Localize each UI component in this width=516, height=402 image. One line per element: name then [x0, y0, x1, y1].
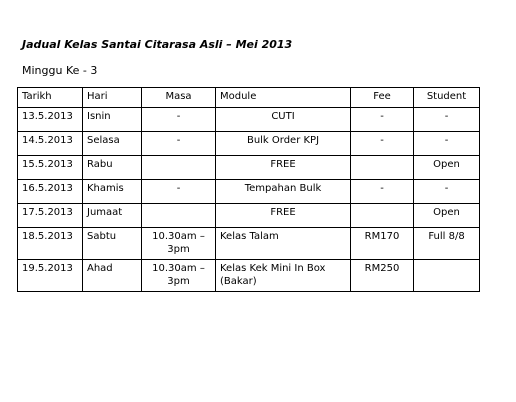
table-header-row [18, 88, 480, 108]
cell-student: - [414, 180, 480, 204]
cell-module: Kelas Talam [216, 228, 351, 260]
cell-module: FREE [216, 204, 351, 228]
header-hari: Hari [83, 88, 142, 108]
cell-fee: RM170 [351, 228, 414, 260]
table-row [18, 108, 480, 132]
cell-hari: Rabu [83, 156, 142, 180]
header-fee: Fee [351, 88, 414, 108]
cell-student: - [414, 132, 480, 156]
cell-masa: - [142, 180, 216, 204]
cell-tarikh: 14.5.2013 [18, 132, 83, 156]
cell-tarikh: 17.5.2013 [18, 204, 83, 228]
header-tarikh: Tarikh [18, 88, 83, 108]
class-schedule-table [17, 87, 480, 292]
cell-hari: Khamis [83, 180, 142, 204]
cell-masa: 10.30am – 3pm [142, 260, 216, 292]
table-row [18, 132, 480, 156]
cell-fee: - [351, 132, 414, 156]
table-row [18, 204, 480, 228]
cell-module: Kelas Kek Mini In Box (Bakar) [216, 260, 351, 292]
cell-fee: RM250 [351, 260, 414, 292]
table-row [18, 156, 480, 180]
cell-student: Open [414, 204, 480, 228]
cell-hari: Selasa [83, 132, 142, 156]
cell-masa: - [142, 108, 216, 132]
cell-module: Bulk Order KPJ [216, 132, 351, 156]
cell-module: CUTI [216, 108, 351, 132]
cell-fee: - [351, 108, 414, 132]
header-student: Student [414, 88, 480, 108]
cell-fee [351, 204, 414, 228]
cell-student: Full 8/8 [414, 228, 480, 260]
cell-module: Tempahan Bulk [216, 180, 351, 204]
header-module: Module [216, 88, 351, 108]
cell-tarikh: 19.5.2013 [18, 260, 83, 292]
cell-tarikh: 16.5.2013 [18, 180, 83, 204]
cell-fee [351, 156, 414, 180]
table-row [18, 260, 480, 292]
cell-masa: - [142, 132, 216, 156]
cell-hari: Isnin [83, 108, 142, 132]
document-title: Jadual Kelas Santai Citarasa Asli – Mei 2013 [22, 38, 293, 51]
week-label: Minggu Ke - 3 [22, 64, 98, 77]
table-row [18, 180, 480, 204]
cell-student [414, 260, 480, 292]
cell-tarikh: 18.5.2013 [18, 228, 83, 260]
table-row [18, 228, 480, 260]
cell-tarikh: 13.5.2013 [18, 108, 83, 132]
header-masa: Masa [142, 88, 216, 108]
cell-masa [142, 156, 216, 180]
cell-fee: - [351, 180, 414, 204]
cell-tarikh: 15.5.2013 [18, 156, 83, 180]
cell-masa [142, 204, 216, 228]
cell-module: FREE [216, 156, 351, 180]
cell-student: Open [414, 156, 480, 180]
cell-masa: 10.30am – 3pm [142, 228, 216, 260]
cell-hari: Jumaat [83, 204, 142, 228]
cell-hari: Sabtu [83, 228, 142, 260]
cell-student: - [414, 108, 480, 132]
cell-hari: Ahad [83, 260, 142, 292]
